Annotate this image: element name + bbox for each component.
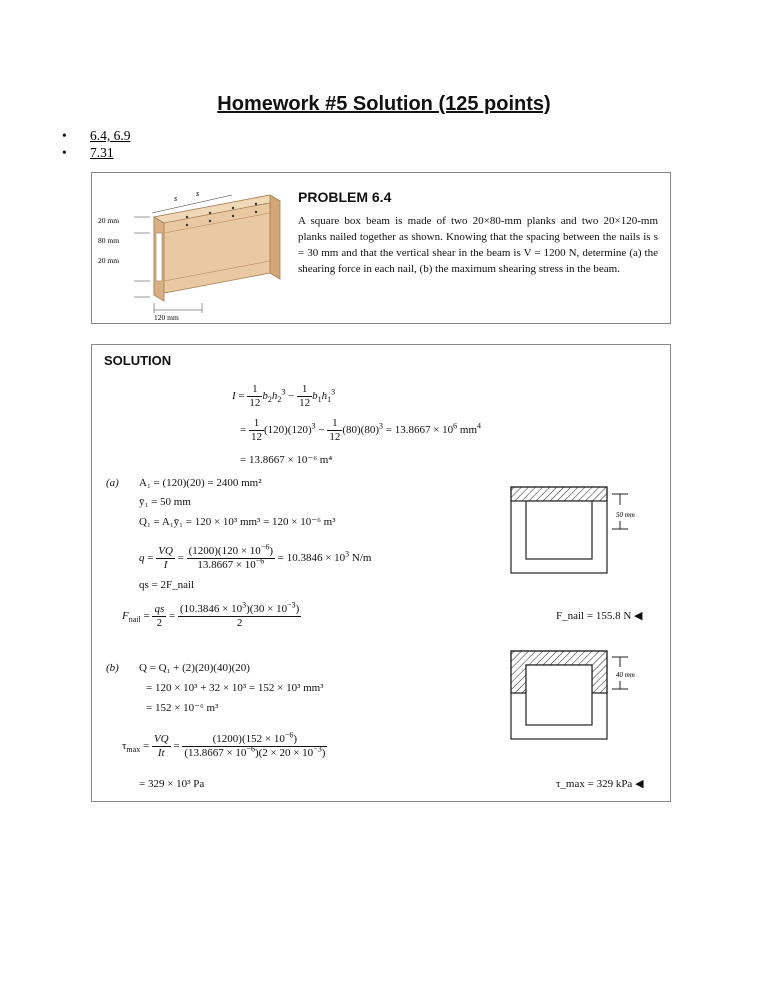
eq-shear-flow: q = $\frac{VQ}{I}$ = $\frac{(1200)(120 \times 10^{-6})}{13.8667 \times 10^{-6}}$ = $10.3846 \times 10^3$ N/m	[139, 542, 372, 571]
result-arrow-icon: ◀	[634, 610, 643, 622]
cross-section-sketch-b	[506, 645, 656, 755]
result-fnail-text: F_nail = 155.8 N	[556, 610, 632, 622]
eq-moment-inertia-2: = $\frac{1}{12}$ $(120)(120)^3$ − $\frac{1}{12}$ $(80)(80)^3 = 13.8667 \times 10^6$ $mm^4$	[240, 417, 482, 443]
eq-moment-inertia-1: I = $\frac{1}{12}$ $b_2h_2^3$ − $\frac{1}{12}$ $b_1h_1^3$	[232, 383, 336, 409]
problem-box	[91, 172, 671, 324]
eq-a1: A₁ = (120)(20) = 2400 mm²	[139, 477, 262, 489]
link-7-31[interactable]: 7.31	[90, 145, 114, 160]
dim-120mm: 120 mm	[154, 313, 179, 321]
eq-moment-inertia-3: = 13.8667 × 10⁻⁶ m⁴	[240, 454, 333, 466]
part-b-label: (b)	[106, 662, 119, 674]
link-item	[62, 144, 131, 161]
dim-20mm-top: 20 mm	[98, 216, 120, 225]
eq-qb3: = 152 × 10⁻⁶ m³	[146, 702, 219, 714]
eq-qb2: = 120 × 10³ + 32 × 10³ = 152 × 10³ mm³	[146, 682, 324, 694]
solution-box	[91, 344, 671, 802]
s-label: s	[196, 189, 200, 198]
result-tau	[556, 777, 644, 790]
problem-links	[62, 127, 131, 161]
eq-tau-final: = 329 × 10³ Pa	[139, 778, 205, 790]
result-fnail	[556, 609, 642, 622]
result-arrow-icon: ◀	[635, 778, 644, 790]
result-tau-text: τ_max = 329 kPa	[556, 778, 633, 790]
eq-tau-max: $\tau_{max}$ = $\frac{VQ}{It}$ = $\frac{(1200)(152 \times 10^{-6})}{(13.8667 \times 10^{-6})(2 \times 20 \times 10^{-3})}$	[122, 730, 326, 759]
solution-heading: SOLUTION	[104, 353, 172, 368]
s-label: s	[174, 194, 178, 203]
cross-section-sketch-a	[506, 481, 656, 581]
eq-fnail: $F_{nail}$ = $\frac{qs}{2}$ = $\frac{(10.3846 \times 10^3)(30 \times 10^{-3})}{2}$	[122, 600, 300, 629]
eq-qs: qs = 2F_nail	[139, 579, 195, 591]
part-a-label: (a)	[106, 477, 119, 489]
eq-q1: Q₁ = A₁ȳ₁ = 120 × 10³ mm³ = 120 × 10⁻⁶ m³	[139, 516, 336, 528]
link-item	[62, 127, 131, 144]
sketch-b-label: 40 mm	[616, 671, 635, 679]
dim-20mm-bottom: 20 mm	[98, 256, 120, 265]
box-beam-figure	[92, 173, 292, 321]
problem-text: A square box beam is made of two 20×80-mm planks and two 20×120-mm planks nailed together as shown. Knowing that the spacing between the nails is s = 30 mm and that the vertical shear in the beam is V = 1200 N, determine (a) the shearing force in each nail, (b) the maximum shearing stress in the beam.	[298, 215, 658, 275]
page-title: Homework #5 Solution (125 points)	[217, 93, 551, 115]
link-6-4-6-9[interactable]: 6.4, 6.9	[90, 128, 131, 143]
sketch-a-label: 50 mm	[616, 511, 635, 519]
eq-qb1: Q = Q₁ + (2)(20)(40)(20)	[139, 662, 250, 674]
problem-heading: PROBLEM 6.4	[298, 189, 392, 205]
eq-y1: ȳ₁ = 50 mm	[139, 496, 191, 508]
dim-80mm: 80 mm	[98, 236, 120, 245]
